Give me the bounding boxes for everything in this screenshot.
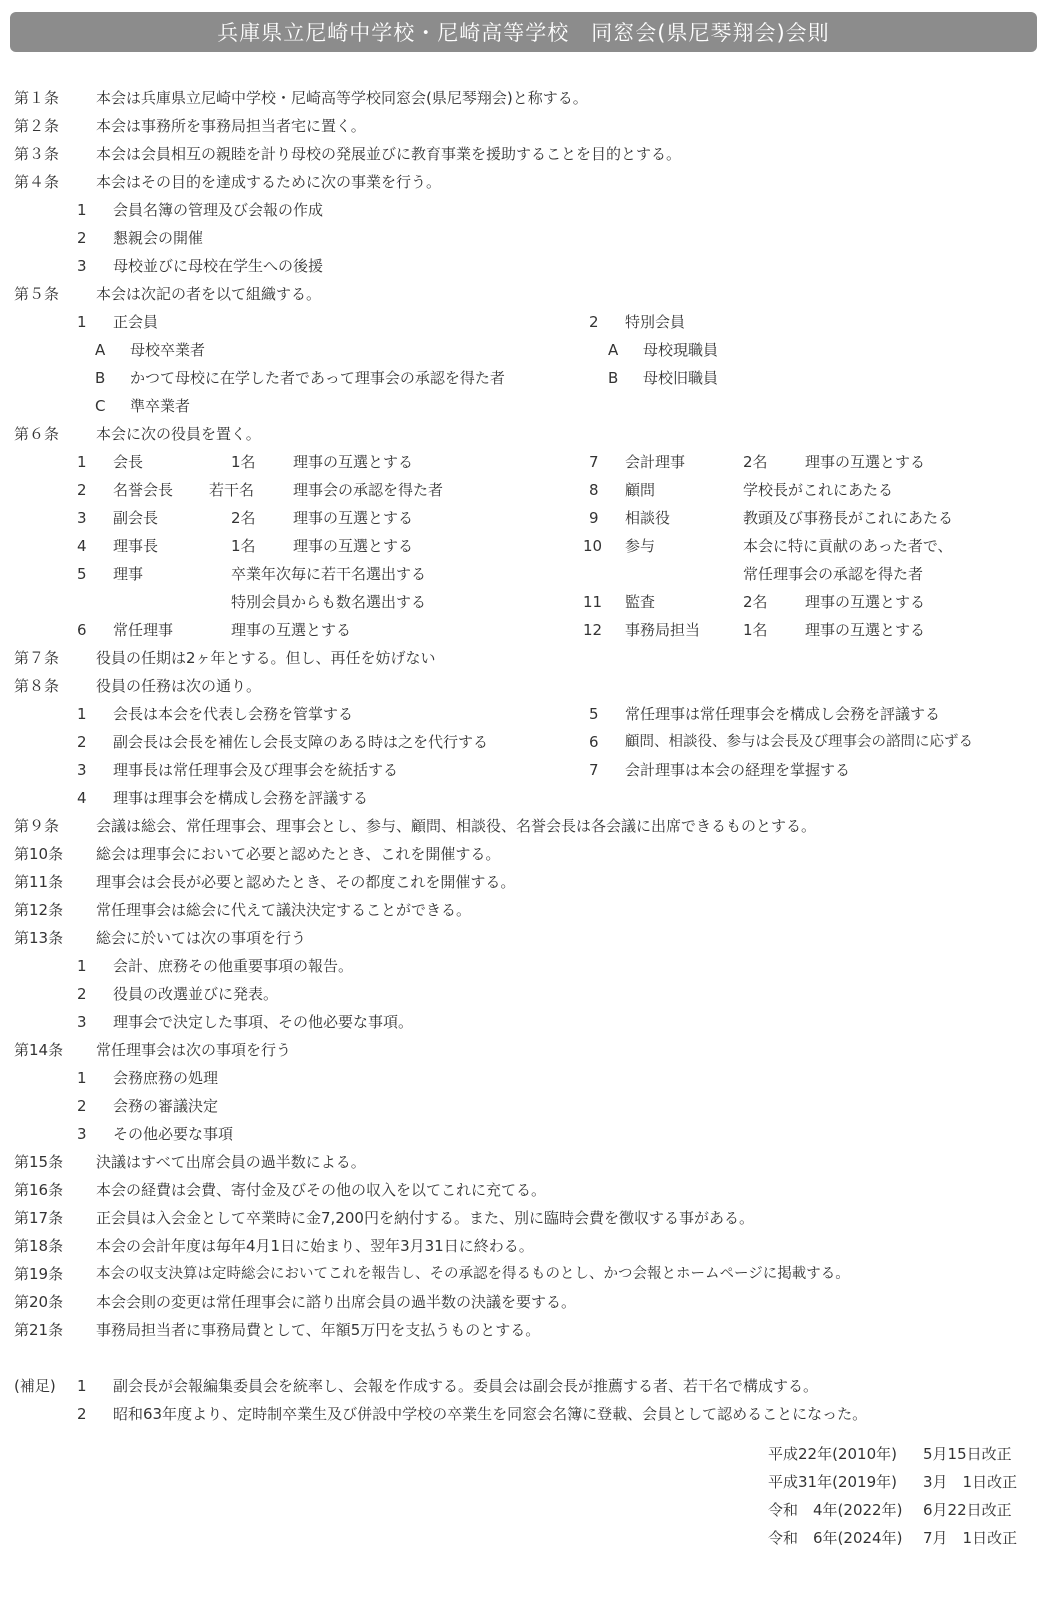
article-14-text: 常任理事会は次の事項を行う <box>96 1041 292 1059</box>
article-17-text: 正会員は入会金として卒業時に金7,200円を納付する。また、別に臨時会費を徴収する事がある。 <box>96 1209 754 1227</box>
officer-number: 11 <box>583 593 603 611</box>
officer-count: 2名 <box>231 509 256 527</box>
officer-role: 事務局担当 <box>625 621 701 639</box>
officer-role: 名誉会長 <box>113 481 174 499</box>
duty-text: 副会長は会長を補佐し会長支障のある時は之を代行する <box>113 733 489 751</box>
officer-note: 理事の互選とする <box>805 453 926 471</box>
article-13-item-text: 理事会で決定した事項、その他必要な事項。 <box>113 1013 414 1031</box>
article-6-text: 本会に次の役員を置く。 <box>96 425 261 443</box>
article-6-number: 第６条 <box>14 425 60 443</box>
article-13-text: 総会に於いては次の事項を行う <box>96 929 307 947</box>
article-4-item-text: 母校並びに母校在学生への後援 <box>113 257 324 275</box>
article-3-text: 本会は会員相互の親睦を計り母校の発展並びに教育事業を援助することを目的とする。 <box>96 145 682 163</box>
article-5-member-text: 母校現職員 <box>643 341 719 359</box>
article-4-item-number: 2 <box>77 229 87 247</box>
supplement-item-number: 2 <box>77 1405 87 1423</box>
officer-note-continued: 常任理事会の承認を得た者 <box>743 565 924 583</box>
article-9-number: 第９条 <box>14 817 60 835</box>
officer-role: 常任理事 <box>113 621 174 639</box>
article-5-member-letter: C <box>95 397 106 415</box>
article-11-number: 第11条 <box>14 873 64 891</box>
article-15-number: 第15条 <box>14 1153 64 1171</box>
article-16-text: 本会の経費は会費、寄付金及びその他の収入を以てこれに充てる。 <box>96 1181 547 1199</box>
officer-number: 8 <box>589 481 599 499</box>
revision-era: 令和 4年(2022年) <box>768 1501 903 1519</box>
article-5-member-letter: B <box>608 369 619 387</box>
article-11-text: 理事会は会長が必要と認めたとき、その都度これを開催する。 <box>96 873 516 891</box>
officer-count: 1名 <box>743 621 768 639</box>
officer-note: 理事の互選とする <box>293 537 414 555</box>
article-2-number: 第２条 <box>14 117 60 135</box>
officer-note: 理事会の承認を得た者 <box>293 481 444 499</box>
article-19-text: 本会の収支決算は定時総会においてこれを報告し、その承認を得るものとし、かつ会報とホームページに掲載する。 <box>96 1266 850 1282</box>
article-5-group-number: 1 <box>77 313 87 331</box>
article-5-member-text: 母校卒業者 <box>130 341 206 359</box>
officer-role: 参与 <box>625 537 656 555</box>
officer-note: 理事の互選とする <box>293 509 414 527</box>
duty-text: 会計理事は本会の経理を掌握する <box>625 761 851 779</box>
article-14-item-text: その他必要な事項 <box>113 1125 234 1143</box>
officer-number: 7 <box>589 453 599 471</box>
article-4-item-number: 1 <box>77 201 87 219</box>
officer-count: 2名 <box>743 453 768 471</box>
officer-count: 1名 <box>231 537 256 555</box>
article-1-text: 本会は兵庫県立尼崎中学校・尼崎高等学校同窓会(県尼琴翔会)と称する。 <box>96 89 588 107</box>
article-3-number: 第３条 <box>14 145 60 163</box>
duty-number: 7 <box>589 761 599 779</box>
article-8-text: 役員の任務は次の通り。 <box>96 677 262 695</box>
officer-number: 9 <box>589 509 599 527</box>
article-14-number: 第14条 <box>14 1041 64 1059</box>
article-13-item-number: 1 <box>77 957 87 975</box>
officer-number: 10 <box>583 537 603 555</box>
article-15-text: 決議はすべて出席会員の過半数による。 <box>96 1153 366 1171</box>
officer-role: 顧問 <box>625 481 656 499</box>
article-14-item-number: 2 <box>77 1097 87 1115</box>
officer-role: 理事長 <box>113 537 159 555</box>
duty-text: 理事は理事会を構成し会務を評議する <box>113 789 369 807</box>
revision-era: 令和 6年(2024年) <box>768 1529 903 1547</box>
article-13-item-number: 3 <box>77 1013 87 1031</box>
officer-number: 2 <box>77 481 87 499</box>
article-9-text: 会議は総会、常任理事会、理事会とし、参与、顧問、相談役、名誉会長は各会議に出席できるものとする。 <box>96 817 817 835</box>
supplement-label: (補足) <box>14 1377 56 1395</box>
officer-number: 6 <box>77 621 87 639</box>
duty-text: 常任理事は常任理事会を構成し会務を評議する <box>625 705 941 723</box>
article-5-member-letter: A <box>608 341 619 359</box>
officer-count: 2名 <box>743 593 768 611</box>
revision-date: 3月 1日改正 <box>923 1473 1018 1491</box>
duty-text: 顧問、相談役、参与は会長及び理事会の諮問に応ずる <box>625 734 973 750</box>
article-13-item-number: 2 <box>77 985 87 1003</box>
page-title-text: 兵庫県立尼崎中学校・尼崎高等学校 同窓会(県尼琴翔会)会則 <box>217 21 830 45</box>
officer-number: 3 <box>77 509 87 527</box>
article-5-group-label: 特別会員 <box>625 313 686 331</box>
duty-text: 会長は本会を代表し会務を管掌する <box>113 705 354 723</box>
article-21-number: 第21条 <box>14 1321 64 1339</box>
officer-role: 相談役 <box>625 509 671 527</box>
article-21-text: 事務局担当者に事務局費として、年額5万円を支払うものとする。 <box>96 1321 541 1339</box>
article-8-number: 第８条 <box>14 677 60 695</box>
revision-date: 5月15日改正 <box>923 1445 1012 1463</box>
officer-note: 本会に特に貢献のあった者で、 <box>743 537 953 555</box>
officer-note: 理事の互選とする <box>293 453 414 471</box>
revision-date: 7月 1日改正 <box>923 1529 1018 1547</box>
article-20-number: 第20条 <box>14 1293 64 1311</box>
duty-number: 2 <box>77 733 87 751</box>
article-18-text: 本会の会計年度は毎年4月1日に始まり、翌年3月31日に終わる。 <box>96 1237 534 1255</box>
revision-date: 6月22日改正 <box>923 1501 1012 1519</box>
officer-note: 理事の互選とする <box>231 621 352 639</box>
article-13-number: 第13条 <box>14 929 64 947</box>
article-14-item-number: 1 <box>77 1069 87 1087</box>
officer-number: 4 <box>77 537 87 555</box>
officer-number: 1 <box>77 453 87 471</box>
revision-era: 平成31年(2019年) <box>768 1473 897 1491</box>
article-17-number: 第17条 <box>14 1209 64 1227</box>
article-4-item-number: 3 <box>77 257 87 275</box>
officer-count: 若干名 <box>209 481 255 499</box>
officer-role: 会長 <box>113 453 144 471</box>
duty-number: 4 <box>77 789 87 807</box>
article-19-number: 第19条 <box>14 1265 64 1283</box>
article-13-item-text: 会計、庶務その他重要事項の報告。 <box>113 957 354 975</box>
article-10-number: 第10条 <box>14 845 64 863</box>
article-5-member-text: かつて母校に在学した者であって理事会の承認を得た者 <box>130 369 505 387</box>
article-4-number: 第４条 <box>14 173 60 191</box>
article-5-group-number: 2 <box>589 313 599 331</box>
article-13-item-text: 役員の改選並びに発表。 <box>113 985 279 1003</box>
officer-note: 卒業年次毎に若干名選出する <box>231 565 427 583</box>
article-12-number: 第12条 <box>14 901 64 919</box>
article-5-text: 本会は次記の者を以て組織する。 <box>96 285 322 303</box>
article-4-item-text: 会員名簿の管理及び会報の作成 <box>113 201 324 219</box>
officer-number: 12 <box>583 621 603 639</box>
article-7-number: 第７条 <box>14 649 60 667</box>
article-5-member-letter: A <box>95 341 106 359</box>
article-2-text: 本会は事務所を事務局担当者宅に置く。 <box>96 117 366 135</box>
article-5-number: 第５条 <box>14 285 60 303</box>
officer-role: 監査 <box>625 593 656 611</box>
article-4-item-text: 懇親会の開催 <box>113 229 204 247</box>
officer-note: 理事の互選とする <box>805 593 926 611</box>
article-16-number: 第16条 <box>14 1181 64 1199</box>
officer-note-continued: 特別会員からも数名選出する <box>231 593 427 611</box>
officer-role: 会計理事 <box>625 453 686 471</box>
article-1-number: 第１条 <box>14 89 60 107</box>
article-18-number: 第18条 <box>14 1237 64 1255</box>
duty-number: 6 <box>589 733 599 751</box>
article-12-text: 常任理事会は総会に代えて議決決定することができる。 <box>96 901 472 919</box>
officer-role: 副会長 <box>113 509 159 527</box>
article-14-item-text: 会務庶務の処理 <box>113 1069 219 1087</box>
officer-role: 理事 <box>113 565 144 583</box>
officer-count: 1名 <box>231 453 256 471</box>
supplement-item-text: 昭和63年度より、定時制卒業生及び併設中学校の卒業生を同窓会名簿に登載、会員として認めることになった。 <box>113 1405 868 1423</box>
article-5-member-text: 準卒業者 <box>130 397 191 415</box>
duty-number: 3 <box>77 761 87 779</box>
officer-note: 理事の互選とする <box>805 621 926 639</box>
duty-text: 理事長は常任理事会及び理事会を統括する <box>113 761 399 779</box>
duty-number: 5 <box>589 705 599 723</box>
article-5-member-letter: B <box>95 369 106 387</box>
article-20-text: 本会会則の変更は常任理事会に諮り出席会員の過半数の決議を要する。 <box>96 1293 577 1311</box>
officer-note: 学校長がこれにあたる <box>743 481 894 499</box>
article-14-item-text: 会務の審議決定 <box>113 1097 219 1115</box>
supplement-item-text: 副会長が会報編集委員会を統率し、会報を作成する。委員会は副会長が推薦する者、若干名で構成する。 <box>113 1377 819 1395</box>
supplement-item-number: 1 <box>77 1377 87 1395</box>
revision-era: 平成22年(2010年) <box>768 1445 897 1463</box>
article-14-item-number: 3 <box>77 1125 87 1143</box>
article-7-text: 役員の任期は2ヶ年とする。但し、再任を妨げない <box>96 649 436 667</box>
article-4-text: 本会はその目的を達成するために次の事業を行う。 <box>96 173 442 191</box>
article-5-member-text: 母校旧職員 <box>643 369 719 387</box>
duty-number: 1 <box>77 705 87 723</box>
article-10-text: 総会は理事会において必要と認めたとき、これを開催する。 <box>96 845 501 863</box>
page-title <box>10 12 1037 52</box>
officer-note: 教頭及び事務長がこれにあたる <box>743 509 954 527</box>
article-5-group-label: 正会員 <box>113 313 159 331</box>
officer-number: 5 <box>77 565 87 583</box>
